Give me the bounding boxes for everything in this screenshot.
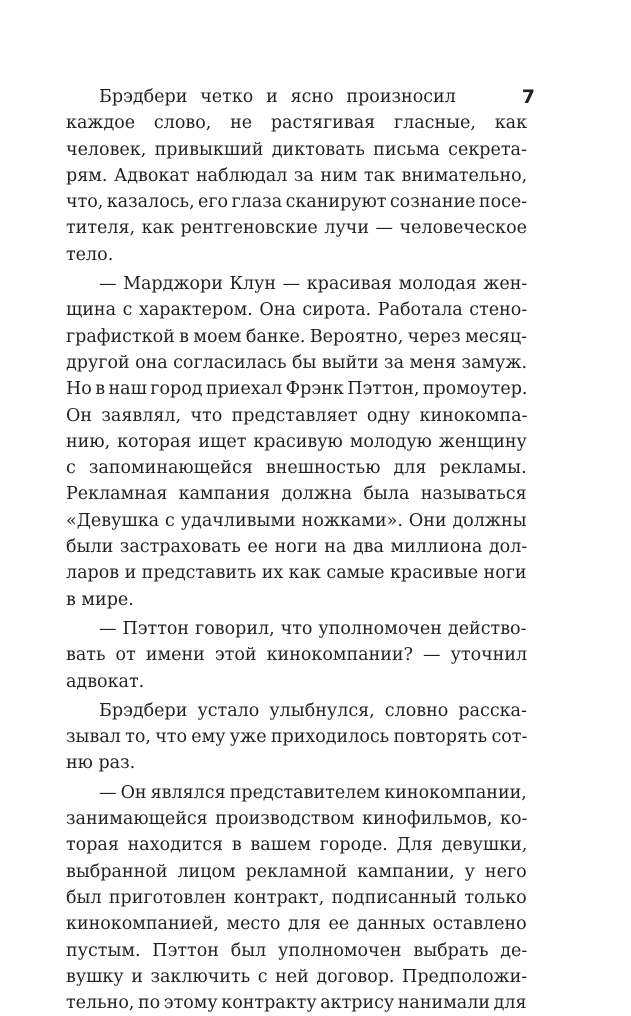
- text-line: — Марджори Клун — красивая молодая жен-: [99, 274, 528, 295]
- text-line: пустым. Пэттон был уполномочен выбрать де-: [66, 940, 528, 961]
- text-line: — Пэттон говорил, что уполномочен действо-: [99, 618, 527, 639]
- text-line: тело.: [66, 244, 114, 265]
- text-line: Брэдбери устало улыбнулся, словно расска-: [99, 700, 527, 721]
- paragraph-1: [66, 84, 527, 268]
- text-line: были застраховать ее ноги на два миллиона дол-: [66, 537, 528, 558]
- text-line: кинокомпанией, место для ее данных оставлено: [66, 914, 527, 935]
- text-line: Рекламная кампания должна была называться: [66, 484, 527, 505]
- text-line: «Девушка с удачливыми ножками». Они должны: [66, 510, 527, 531]
- text-line: Он заявлял, что представляет одну кинокомпа-: [66, 405, 528, 426]
- text-line: другой она согласилась бы выйти за меня замуж.: [66, 352, 528, 373]
- paragraph-3: [66, 616, 527, 695]
- text-line: тельно, по этому контракту актрису нанимали для: [66, 993, 527, 1014]
- text-line: Брэдбери четко и ясно произносил: [99, 87, 456, 107]
- text-line: ларов и представить их как самые красивые ноги: [66, 563, 527, 584]
- paragraph-2: [66, 271, 527, 613]
- text-line: занимающейся производством кинофильмов, ко-: [66, 809, 528, 830]
- text-line: что, казалось, его глаза сканируют сознание посе-: [66, 192, 528, 213]
- text-line: вать от имени этой кинокомпании? — уточнил: [66, 645, 528, 666]
- text-line: графисткой в моем банке. Вероятно, через месяц-: [66, 326, 528, 347]
- text-line: человек, привыкший диктовать письма секрета-: [66, 139, 527, 160]
- text-line: выбранной лицом рекламной кампании, у него: [66, 861, 527, 882]
- text-line: рям. Адвокат наблюдал за ним так внимательно,: [66, 165, 528, 186]
- text-line: каждое слово, не растягивая гласные, как: [66, 113, 528, 134]
- paragraph-5: [66, 780, 527, 1016]
- text-line: ню раз.: [66, 753, 136, 774]
- text-line: с запоминающейся внешностью для рекламы.: [66, 458, 527, 479]
- text-line: был приготовлен контракт, подписанный только: [66, 887, 527, 908]
- page-number: 7: [521, 86, 535, 108]
- text-line: тителя, как рентгеновские лучи — человеческое: [66, 218, 527, 239]
- text-line: вушку и заключить с ней договор. Предположи-: [66, 966, 528, 987]
- text-line: торая находится в вашем городе. Для девушки,: [66, 835, 528, 856]
- text-line: — Он являлся представителем кинокомпании,: [99, 782, 527, 803]
- text-line: адвокат.: [66, 671, 145, 692]
- text-line: нию, которая ищет красивую молодую женщину: [66, 431, 527, 452]
- paragraph-4: [66, 698, 527, 777]
- body-text: [66, 84, 527, 1016]
- text-line: в мире.: [66, 589, 134, 610]
- text-line: зывал то, что ему уже приходилось повторять сот-: [66, 727, 528, 748]
- text-line: Но в наш город приехал Фрэнк Пэттон, промоутер.: [66, 379, 528, 400]
- text-line: щина с характером. Она сирота. Работала стено-: [66, 300, 528, 321]
